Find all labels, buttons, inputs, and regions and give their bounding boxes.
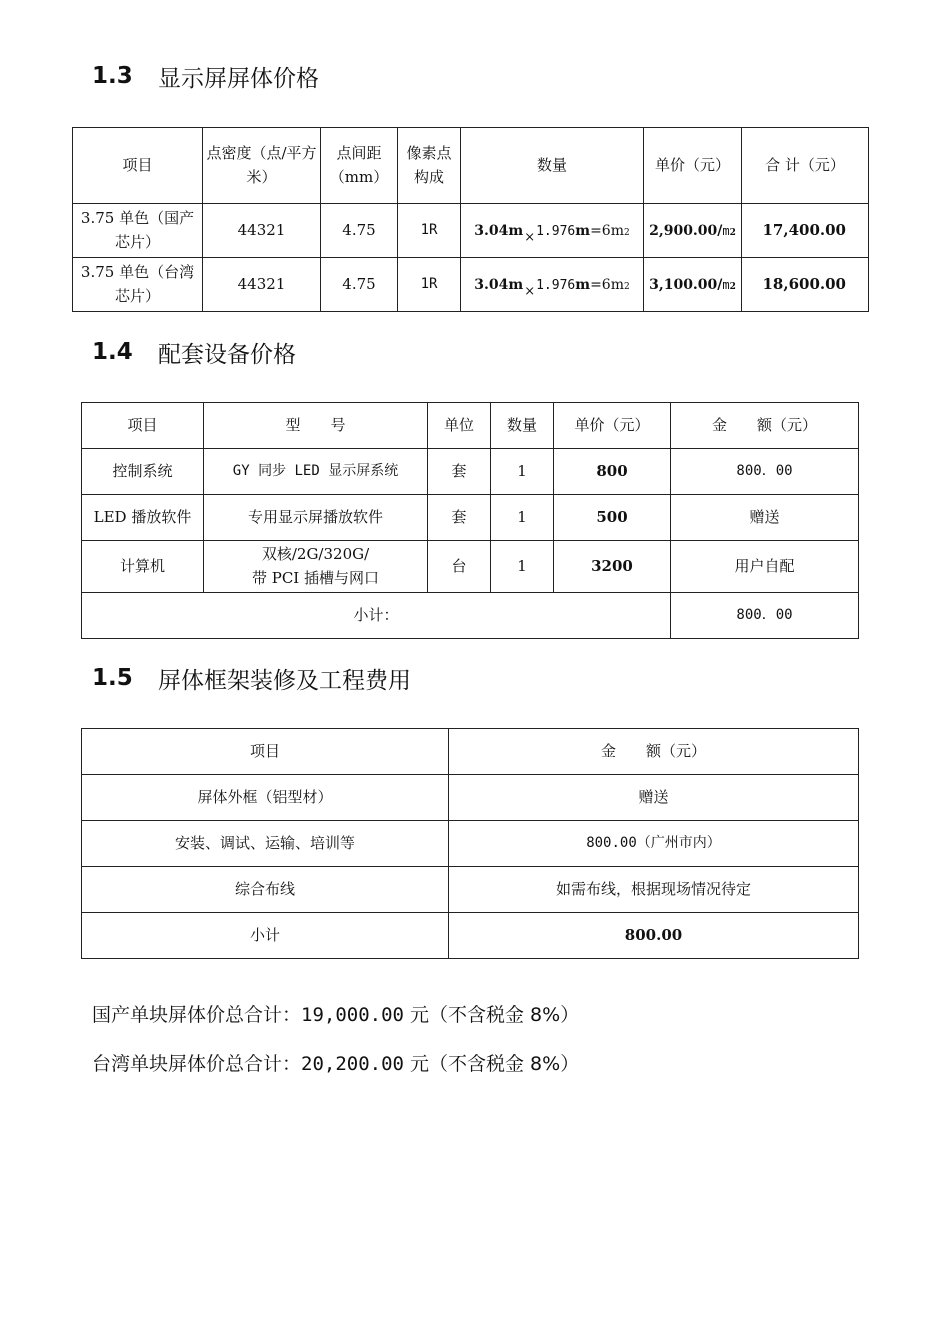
item-cell: 3.75 单色（国产芯片） <box>73 204 203 258</box>
header-cell: 单价（元） <box>644 128 742 204</box>
amount-cell: 赠送 <box>671 495 859 541</box>
header-cell: 项目 <box>73 128 203 204</box>
pixel-cell: 1R <box>398 204 461 258</box>
summary-value: 19,000.00 <box>301 1004 404 1026</box>
summary-value: 20,200.00 <box>301 1053 404 1075</box>
subtotal-row <box>82 913 859 959</box>
subtotal-label: 小计： <box>82 593 671 639</box>
unit-cell: 套 <box>428 449 491 495</box>
item-cell: 综合布线 <box>82 867 449 913</box>
section-title: 屏体框架装修及工程费用 <box>158 667 411 694</box>
header-cell: 单位 <box>428 403 491 449</box>
header-cell: 项目 <box>82 403 204 449</box>
qty-part: m <box>575 276 591 293</box>
price-sup: 2 <box>729 227 736 238</box>
table-row <box>73 258 869 312</box>
header-cell: 金 额（元） <box>671 403 859 449</box>
qty-cell: 1 <box>491 541 554 593</box>
header-cell: 点密度（点/平方米） <box>203 128 321 204</box>
header-cell: 点间距（mm） <box>321 128 398 204</box>
amount-cell: 如需布线，根据现场情况待定 <box>449 867 859 913</box>
table-header-row <box>73 128 869 204</box>
summary-suffix: 元（不含税金 8%） <box>410 1004 580 1026</box>
price-sup: 2 <box>729 281 736 292</box>
pitch-cell: 4.75 <box>321 258 398 312</box>
table-header-row <box>82 729 859 775</box>
table-row <box>82 449 859 495</box>
table-row <box>82 821 859 867</box>
item-cell: LED 播放软件 <box>82 495 204 541</box>
total-cell: 18,600.00 <box>742 258 869 312</box>
section-number: 1.5 <box>92 665 133 691</box>
qty-sup: 2 <box>623 227 630 238</box>
table-row <box>82 775 859 821</box>
price-cell <box>644 258 742 312</box>
price-value: 3,100.00/ <box>649 276 723 293</box>
item-cell: 控制系统 <box>82 449 204 495</box>
unit-cell: 套 <box>428 495 491 541</box>
item-cell: 安装、调试、运输、培训等 <box>82 821 449 867</box>
summary-taiwan <box>92 1049 579 1076</box>
summary-label: 台湾单块屏体价总合计： <box>92 1053 302 1075</box>
model-cell: GY 同步 LED 显示屏系统 <box>204 449 428 495</box>
header-cell: 项目 <box>82 729 449 775</box>
header-cell: 单价（元） <box>554 403 671 449</box>
header-cell: 数量 <box>461 128 644 204</box>
section-heading-1-4 <box>92 332 296 372</box>
quantity-cell <box>461 204 644 258</box>
amount-cell: 800．00 <box>671 449 859 495</box>
header-cell: 像素点构成 <box>398 128 461 204</box>
subtotal-value: 800.00 <box>449 913 859 959</box>
display-price-table <box>72 127 869 312</box>
header-cell: 数量 <box>491 403 554 449</box>
amount-cell: 赠送 <box>449 775 859 821</box>
subtotal-row <box>82 593 859 639</box>
subtotal-value: 800．00 <box>671 593 859 639</box>
price-unit: m <box>722 277 730 292</box>
section-title: 配套设备价格 <box>158 341 296 368</box>
section-number: 1.3 <box>92 63 133 89</box>
model-line: 带 PCI 插槽与网口 <box>251 568 380 587</box>
table-row <box>73 204 869 258</box>
density-cell: 44321 <box>203 204 321 258</box>
item-cell: 屏体外框（铝型材） <box>82 775 449 821</box>
header-cell: 金 额（元） <box>449 729 859 775</box>
density-cell: 44321 <box>203 258 321 312</box>
amount-cell: 800.00（广州市内） <box>449 821 859 867</box>
qty-part: =6m <box>590 222 624 239</box>
table-row <box>82 495 859 541</box>
qty-cell: 1 <box>491 495 554 541</box>
summary-label: 国产单块屏体价总合计： <box>92 1004 302 1026</box>
qty-part: 1.976 <box>536 277 576 293</box>
item-cell: 计算机 <box>82 541 204 593</box>
table-header-row <box>82 403 859 449</box>
qty-part: m <box>575 222 591 239</box>
section-heading-1-3 <box>92 56 319 96</box>
quantity-cell <box>461 258 644 312</box>
section-heading-1-5 <box>92 658 411 698</box>
model-line: 双核/2G/320G/ <box>261 545 370 564</box>
qty-cell: 1 <box>491 449 554 495</box>
pitch-cell: 4.75 <box>321 204 398 258</box>
qty-sup: 2 <box>623 281 630 292</box>
price-cell: 800 <box>554 449 671 495</box>
price-cell <box>644 204 742 258</box>
summary-suffix: 元（不含税金 8%） <box>410 1053 580 1075</box>
qty-part: 3.04m <box>474 276 524 293</box>
qty-part: =6m <box>590 276 624 293</box>
qty-part: 1.976 <box>536 223 576 239</box>
pixel-cell: 1R <box>398 258 461 312</box>
multiply-icon: × <box>524 283 536 299</box>
subtotal-label: 小计 <box>82 913 449 959</box>
header-cell: 合 计（元） <box>742 128 869 204</box>
qty-part: 3.04m <box>474 222 524 239</box>
price-unit: m <box>722 223 730 238</box>
price-cell: 3200 <box>554 541 671 593</box>
engineering-cost-table <box>81 728 859 959</box>
multiply-icon: × <box>524 229 536 245</box>
unit-cell: 台 <box>428 541 491 593</box>
item-cell: 3.75 单色（台湾芯片） <box>73 258 203 312</box>
table-row <box>82 541 859 593</box>
model-cell: 专用显示屏播放软件 <box>204 495 428 541</box>
equipment-price-table <box>81 402 859 639</box>
total-cell: 17,400.00 <box>742 204 869 258</box>
price-cell: 500 <box>554 495 671 541</box>
model-cell <box>204 541 428 593</box>
section-number: 1.4 <box>92 339 133 365</box>
amount-cell: 用户自配 <box>671 541 859 593</box>
section-title: 显示屏屏体价格 <box>158 65 319 92</box>
price-value: 2,900.00/ <box>649 222 723 239</box>
summary-domestic <box>92 1000 579 1027</box>
header-cell: 型 号 <box>204 403 428 449</box>
table-row <box>82 867 859 913</box>
